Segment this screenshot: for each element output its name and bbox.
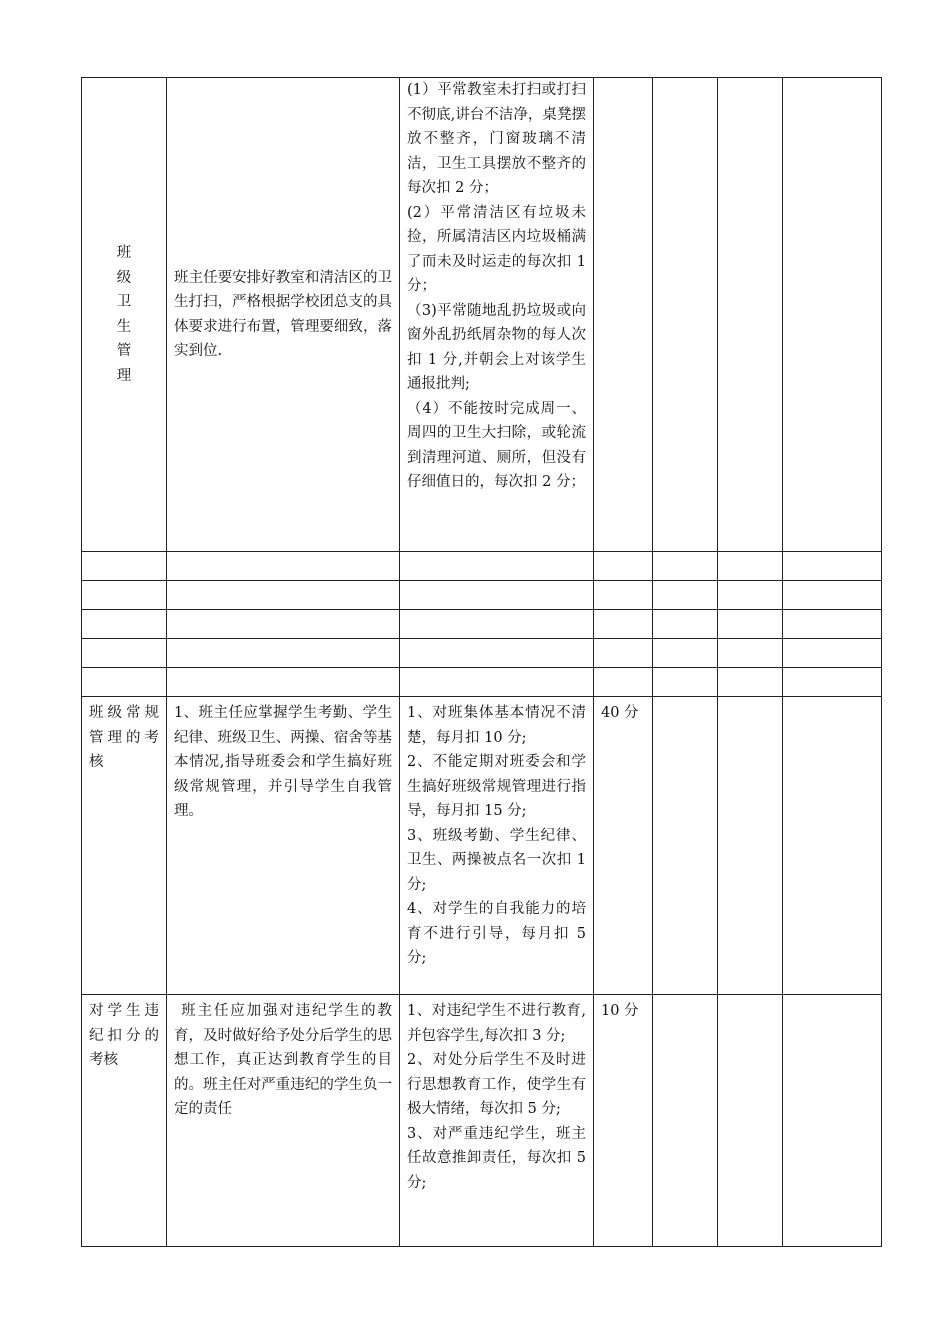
empty-cell [718,78,783,552]
empty-cell [400,668,594,697]
criteria-item: 3、班级考勤、学生纪律、卫生、两操被点名一次扣 1 分; [407,827,586,893]
empty-cell [400,610,594,639]
requirement-cell-discipline: 班主任应加强对违纪学生的教育，及时做好给予处分后学生的思想工作，真正达到教育学生的目的。班主任对严重违纪的学生负一定的责任 [167,995,400,1247]
table-row-empty [82,668,882,697]
score-cell-routine: 40 分 [594,697,653,995]
table-row-empty [82,639,882,668]
empty-cell [594,639,653,668]
empty-cell [718,697,783,995]
empty-cell [400,552,594,581]
criteria-cell-discipline [400,995,594,1247]
empty-cell [400,639,594,668]
criteria-item: (1）平常教室未打扫或打扫不彻底,讲台不洁净，桌凳摆放不整齐，门窗玻璃不清洁，卫生工具摆放不整齐的每次扣 2 分； [407,82,586,196]
table-row-hygiene [82,78,882,552]
empty-cell [783,697,882,995]
criteria-item: 3、对严重违纪学生，班主任故意推卸责任，每次扣 5 分; [407,1125,586,1191]
empty-cell [783,995,882,1247]
requirement-cell-hygiene: 班主任要安排好教室和清洁区的卫生打扫，严格根据学校团总支的具体要求进行布置，管理要细致，落实到位. [167,78,400,552]
empty-cell [167,668,400,697]
table-row-discipline [82,995,882,1247]
category-char: 理 [116,367,132,384]
empty-cell [718,639,783,668]
empty-cell [783,668,882,697]
empty-cell [653,639,718,668]
empty-cell [653,552,718,581]
empty-cell [82,610,167,639]
table-row-routine [82,697,882,995]
criteria-item: 2、不能定期对班委会和学生搞好班级常规管理进行指导，每月扣 15 分; [407,754,586,819]
empty-cell [82,552,167,581]
empty-cell [167,552,400,581]
empty-cell [653,610,718,639]
criteria-cell-hygiene [400,78,594,552]
empty-cell [718,581,783,610]
empty-cell [653,581,718,610]
criteria-item: （4）不能按时完成周一、周四的卫生大扫除，或轮流到清理河道、厕所，但没有仔细值日的，每次扣 2 分； [407,400,586,490]
category-char: 生 [116,318,132,335]
empty-cell [653,78,718,552]
empty-cell [82,639,167,668]
empty-cell [783,610,882,639]
empty-cell [653,995,718,1247]
empty-cell [653,668,718,697]
category-char: 级 [116,269,132,286]
table-row-empty [82,581,882,610]
empty-cell [783,78,882,552]
criteria-item: 4、对学生的自我能力的培育不进行引导，每月扣 5 分; [407,901,586,966]
category-cell-hygiene [82,78,167,552]
empty-cell [400,581,594,610]
empty-cell [718,668,783,697]
empty-cell [718,552,783,581]
empty-cell [718,610,783,639]
empty-cell [82,581,167,610]
table-row-empty [82,610,882,639]
requirement-cell-routine: 1、班主任应掌握学生考勤、学生纪律、班级卫生、两操、宿舍等基本情况,指导班委会和学生搞好班级常规管理，并引导学生自我管理。 [167,697,400,995]
category-cell-routine: 班级常规管理的考核 [82,697,167,995]
empty-cell [167,610,400,639]
empty-cell [594,552,653,581]
empty-cell [594,610,653,639]
criteria-item: （3)平常随地乱扔垃圾或向窗外乱扔纸屑杂物的每人次扣 1 分,并朝会上对该学生通报批判; [407,302,586,392]
category-char: 班 [116,245,132,261]
category-char: 管 [116,343,132,359]
empty-cell [783,581,882,610]
criteria-cell-routine [400,697,594,995]
criteria-item: 2、对处分后学生不及时进行思想教育工作，使学生有极大情绪，每次扣 5 分; [407,1052,586,1117]
empty-cell [594,581,653,610]
category-cell-discipline: 对学生违纪扣分的考核 [82,995,167,1247]
empty-cell [82,668,167,697]
score-cell-hygiene [594,78,653,552]
empty-cell [783,552,882,581]
empty-cell [718,995,783,1247]
score-cell-discipline: 10 分 [594,995,653,1247]
criteria-item: 1、对违纪学生不进行教育,并包容学生,每次扣 3 分; [407,1003,586,1044]
empty-cell [653,697,718,995]
criteria-item: 1、对班集体基本情况不清楚，每月扣 10 分; [407,705,586,746]
criteria-item: (2）平常清洁区有垃圾未捡，所属清洁区内垃圾桶满了而未及时运走的每次扣 1 分； [407,204,586,294]
empty-cell [167,639,400,668]
empty-cell [167,581,400,610]
empty-cell [783,639,882,668]
empty-cell [594,668,653,697]
assessment-table [81,77,882,1247]
table-row-empty [82,552,882,581]
category-char: 卫 [116,294,132,310]
